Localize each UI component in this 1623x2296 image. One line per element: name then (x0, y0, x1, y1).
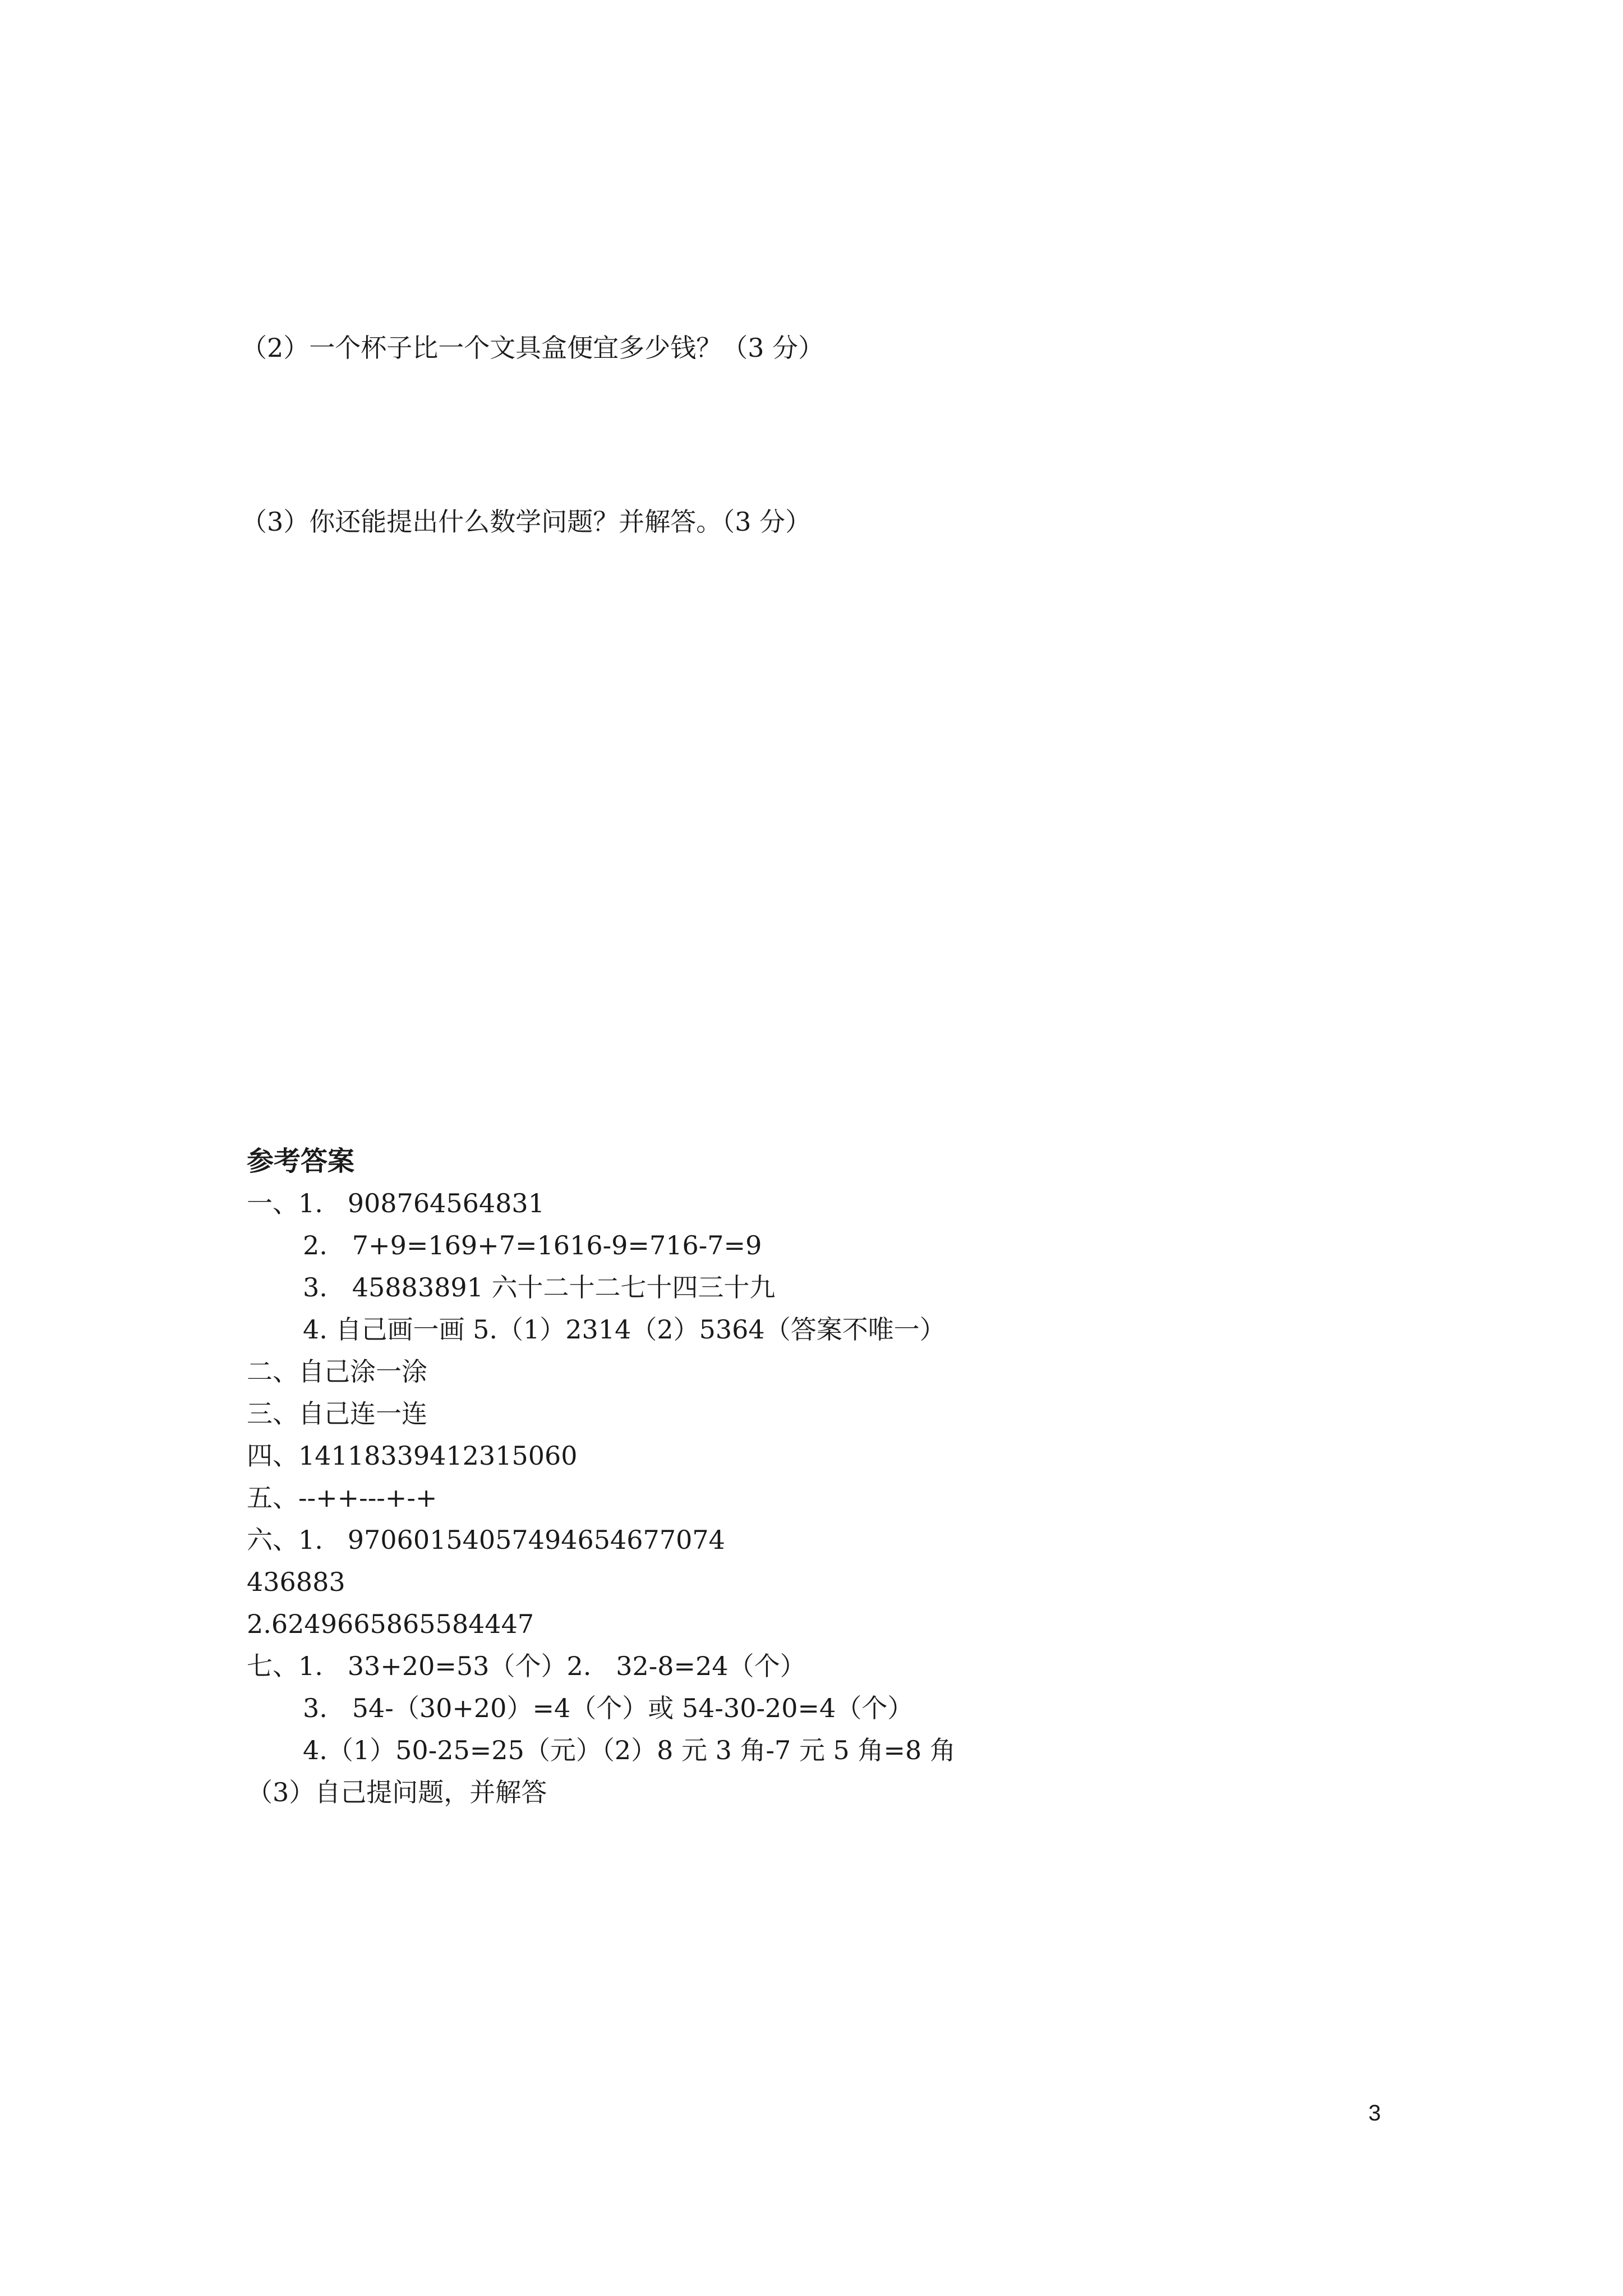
answer-line-11: 2.6249665865584447 (247, 1609, 534, 1639)
answer-line-6: 三、自己连一连 (247, 1398, 427, 1429)
answers-title: 参考答案 (247, 1145, 355, 1177)
answer-line-5: 二、自己涂一涂 (247, 1356, 427, 1387)
answer-line-1: 一、1. 908764564831 (247, 1188, 545, 1218)
answer-line-3: 3. 45883891 六十二十二七十四三十九 (303, 1272, 776, 1303)
answer-line-13: 3. 54-（30+20）=4（个）或 54-30-20=4（个） (303, 1693, 914, 1723)
answer-line-10: 436883 (247, 1567, 345, 1597)
answer-line-9: 六、1. 97060154057494654677074 (247, 1525, 725, 1555)
answer-line-2: 2. 7+9=169+7=1616-9=716-7=9 (303, 1230, 762, 1260)
question-2: （2）一个杯子比一个文具盒便宜多少钱？（3 分） (241, 333, 824, 363)
page-number: 3 (1368, 2101, 1381, 2125)
answer-line-7: 四、14118339412315060 (247, 1441, 578, 1471)
answer-line-14: 4.（1）50-25=25（元）（2）8 元 3 角-7 元 5 角=8 角 (303, 1735, 956, 1765)
answer-line-8: 五、--++---+-+ (247, 1483, 437, 1513)
question-3: （3）你还能提出什么数学问题？并解答。（3 分） (241, 507, 811, 537)
answer-line-4: 4. 自己画一画 5.（1）2314（2）5364（答案不唯一） (303, 1314, 946, 1345)
answer-line-12: 七、1. 33+20=53（个）2. 32-8=24（个） (247, 1651, 806, 1681)
answer-line-15: （3）自己提问题，并解答 (247, 1777, 547, 1807)
